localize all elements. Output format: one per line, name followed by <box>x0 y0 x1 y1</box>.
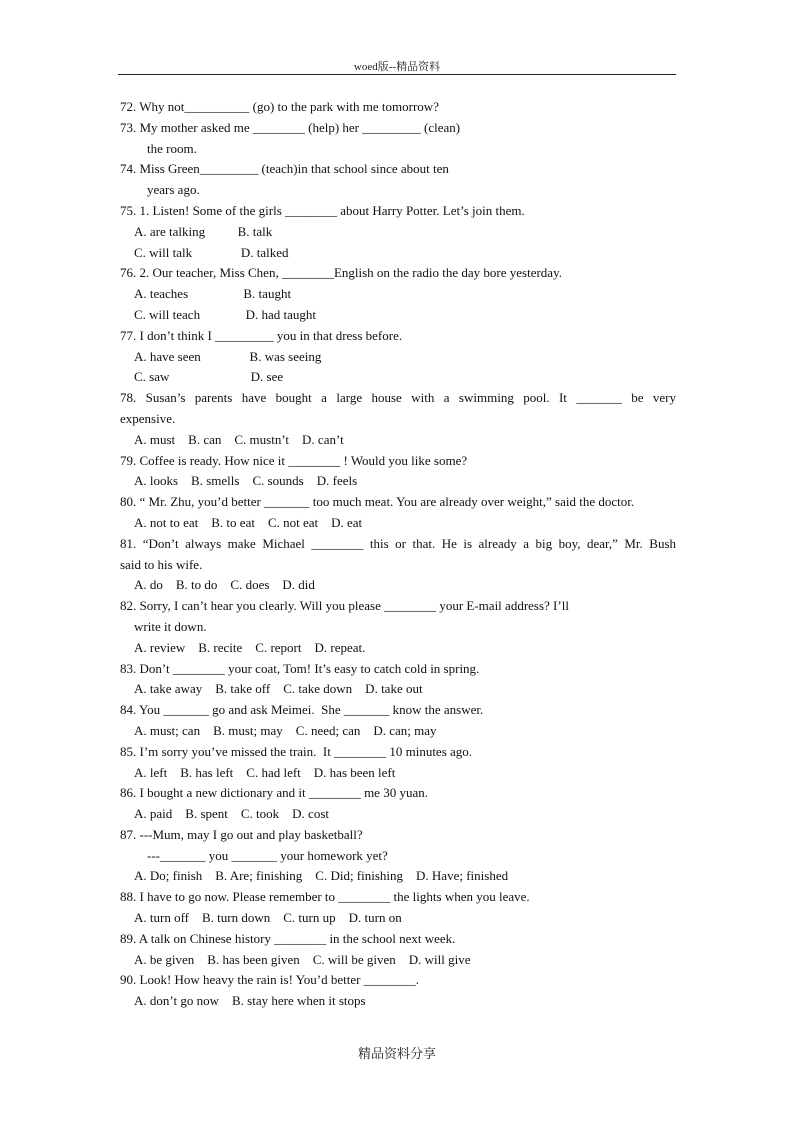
question-line: 82. Sorry, I can’t hear you clearly. Will you please ________ your E-mail address? I’ll <box>120 598 569 614</box>
question-line: 76. 2. Our teacher, Miss Chen, ________English on the radio the day bore yesterday. <box>120 265 562 281</box>
answer-options: A. turn off B. turn down C. turn up D. turn on <box>134 910 402 926</box>
question-line: 75. 1. Listen! Some of the girls ________ about Harry Potter. Let’s join them. <box>120 202 525 218</box>
answer-options: A. do B. to do C. does D. did <box>134 577 315 593</box>
question-line: 73. My mother asked me ________ (help) her _________ (clean) <box>120 119 461 135</box>
question-continuation: years ago. <box>147 182 200 198</box>
question-line: 86. I bought a new dictionary and it ________ me 30 yuan. <box>120 785 428 801</box>
question-continuation: ---_______ you _______ your homework yet? <box>147 847 388 863</box>
question-line: 78. Susan’s parents have bought a large house with a swimming pool. It _______ be very <box>120 390 676 406</box>
answer-options: A. review B. recite C. report D. repeat. <box>134 639 366 655</box>
question-line: 83. Don’t ________ your coat, Tom! It’s easy to catch cold in spring. <box>120 660 480 676</box>
question-continuation: the room. <box>147 140 197 156</box>
answer-options: A. left B. has left C. had left D. has been left <box>134 764 396 780</box>
question-line: 87. ---Mum, may I go out and play basketball? <box>120 826 363 842</box>
answer-options: A. must; can B. must; may C. need; can D. can; may <box>134 722 437 738</box>
page-header: woed版--精品资料 <box>353 61 441 73</box>
answer-options: A. Do; finish B. Are; finishing C. Did; finishing D. Have; finished <box>134 868 509 884</box>
question-line: 89. A talk on Chinese history ________ in the school next week. <box>120 930 456 946</box>
question-list <box>120 97 676 1012</box>
answer-options: A. are talking B. talk <box>134 223 273 239</box>
question-line: 84. You _______ go and ask Meimei. She _______ know the answer. <box>120 702 484 718</box>
question-continuation: expensive. <box>120 410 176 426</box>
answer-options: A. don’t go now B. stay here when it stops <box>134 993 366 1009</box>
question-line: 79. Coffee is ready. How nice it ________ ! Would you like some? <box>120 452 468 468</box>
answer-options: C. saw D. see <box>134 369 284 385</box>
answer-options: A. take away B. take off C. take down D. take out <box>134 681 423 697</box>
answer-options: A. not to eat B. to eat C. not eat D. eat <box>134 514 363 530</box>
question-line: 85. I’m sorry you’ve missed the train. It ________ 10 minutes ago. <box>120 743 473 759</box>
header-divider <box>118 74 676 75</box>
question-line: 81. “Don’t always make Michael ________ this or that. He is already a big boy, dear,” Mr. Bush <box>120 535 676 551</box>
question-line: 72. Why not__________ (go) to the park with me tomorrow? <box>120 99 439 114</box>
answer-options: A. looks B. smells C. sounds D. feels <box>134 473 358 489</box>
question-line: 77. I don’t think I _________ you in that dress before. <box>120 327 403 343</box>
answer-options: A. be given B. has been given C. will be given D. will give <box>134 951 471 967</box>
answer-options: A. must B. can C. mustn’t D. can’t <box>134 431 344 447</box>
answer-options: A. have seen B. was seeing <box>134 348 322 364</box>
page-footer: 精品资料分享 <box>357 1046 436 1061</box>
answer-options: C. will talk D. talked <box>134 244 289 260</box>
question-continuation: said to his wife. <box>120 556 203 572</box>
question-line: 88. I have to go now. Please remember to ________ the lights when you leave. <box>120 889 530 905</box>
answer-options: A. teaches B. taught <box>134 286 292 302</box>
question-line: 74. Miss Green_________ (teach)in that school since about ten <box>120 161 449 177</box>
question-line: 90. Look! How heavy the rain is! You’d better ________. <box>120 972 419 988</box>
question-continuation: write it down. <box>134 618 207 634</box>
answer-options: C. will teach D. had taught <box>134 306 316 322</box>
question-line: 80. “ Mr. Zhu, you’d better _______ too much meat. You are already over weight,” said the doctor. <box>120 494 635 510</box>
answer-options: A. paid B. spent C. took D. cost <box>134 806 329 822</box>
